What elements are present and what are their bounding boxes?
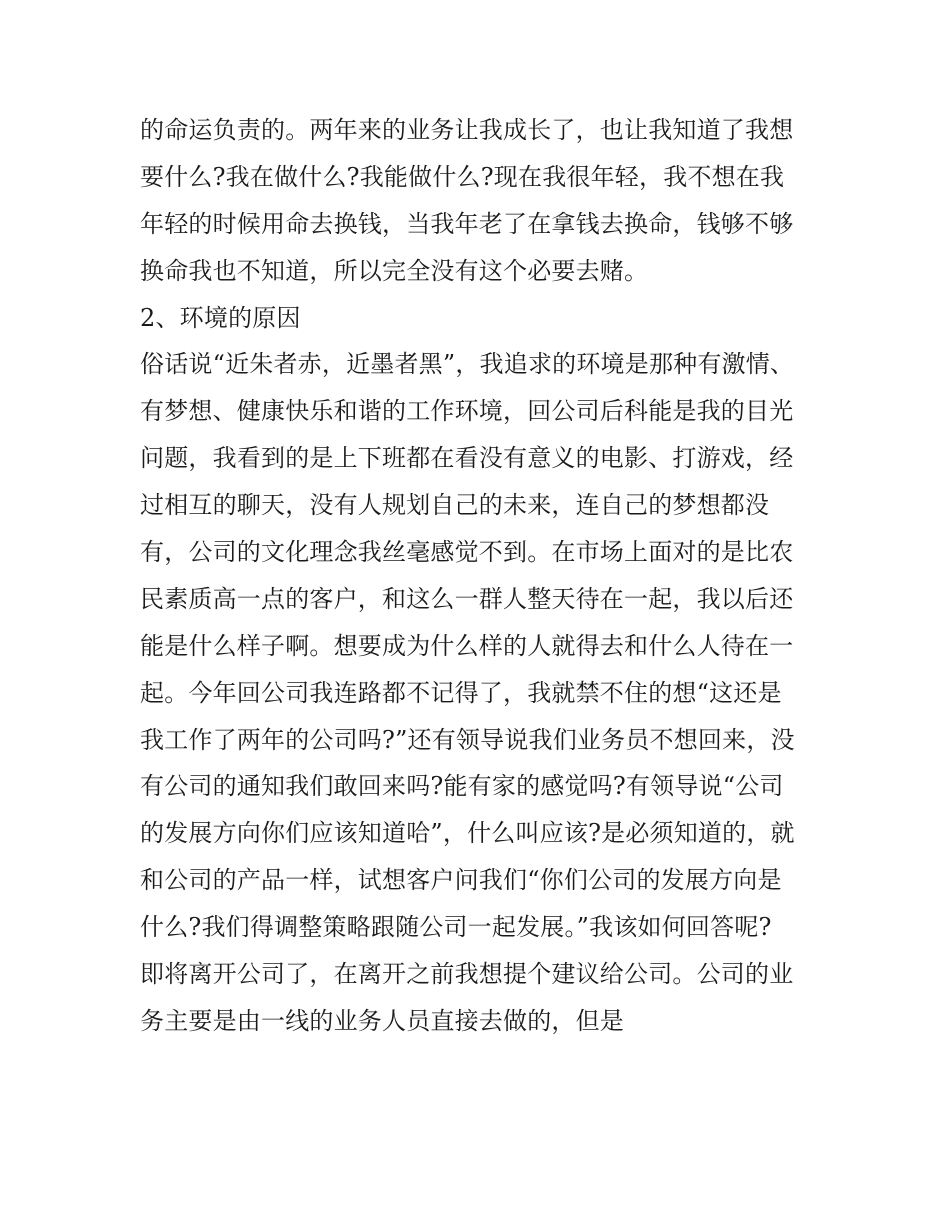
text-line-3: 年轻的时候用命去换钱，当我年老了在拿钱去换命，钱够不够 [140, 209, 794, 238]
text-line-11: 民素质高一点的客户，和这么一群人整天待在一起，我以后还 [140, 584, 794, 613]
text-line-15: 有公司的通知我们敢回来吗?能有家的感觉吗?有领导说“公司 [140, 772, 784, 801]
text-line-14: 我工作了两年的公司吗?”还有领导说我们业务员不想回来，没 [140, 725, 795, 754]
text-line-2: 要什么?我在做什么?我能做什么?现在我很年轻，我不想在我 [140, 162, 785, 191]
text-line-1: 的命运负责的。两年来的业务让我成长了，也让我知道了我想 [140, 116, 794, 144]
text-line-8: 问题，我看到的是上下班都在看没有意义的电影、打游戏，经 [140, 444, 794, 473]
text-line-13: 起。今年回公司我连路都不记得了，我就禁不住的想“这还是 [140, 678, 782, 707]
text-line-19: 即将离开公司了，在离开之前我想提个建议给公司。公司的业 [140, 960, 794, 989]
text-line-9: 过相互的聊天，没有人规划自己的未来，连自己的梦想都没 [140, 491, 770, 520]
section-heading: 2、环境的原因 [140, 303, 301, 332]
text-line-6: 俗话说“近朱者赤，近墨者黑”，我追求的环境是那种有激情、 [140, 350, 795, 379]
text-line-17: 和公司的产品一样，试想客户问我们“你们公司的发展方向是 [140, 866, 782, 895]
text-line-20: 务主要是由一线的业务人员直接去做的，但是 [140, 1006, 624, 1035]
text-line-12: 能是什么样子啊。想要成为什么样的人就得去和什么人待在一 [140, 631, 794, 660]
body-text [140, 107, 830, 1045]
text-line-7: 有梦想、健康快乐和谐的工作环境，回公司后科能是我的目光 [140, 397, 794, 426]
text-line-4: 换命我也不知道，所以完全没有这个必要去赌。 [140, 256, 649, 285]
text-line-10: 有，公司的文化理念我丝毫感觉不到。在市场上面对的是比农 [140, 538, 794, 567]
text-line-18: 什么?我们得调整策略跟随公司一起发展。”我该如何回答呢? [140, 913, 772, 942]
text-line-16: 的发展方向你们应该知道哈”，什么叫应该?是必须知道的，就 [140, 819, 795, 848]
